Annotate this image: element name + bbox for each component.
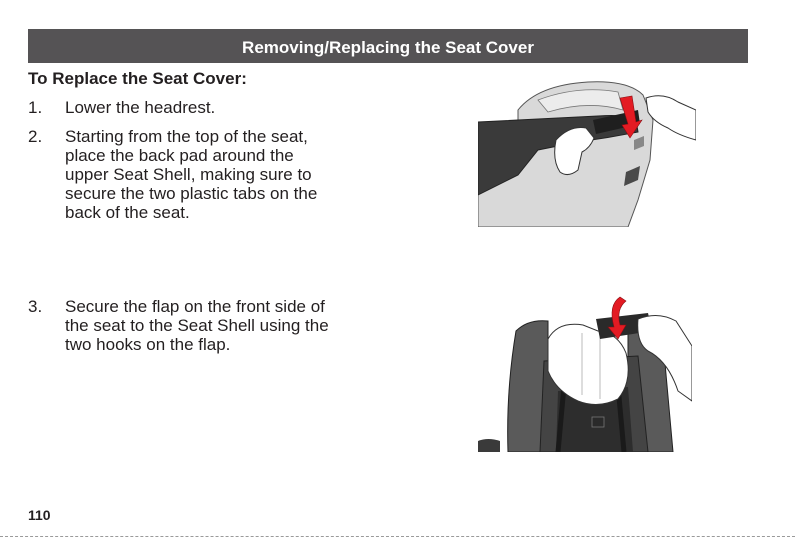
step-line: place the back pad around the bbox=[65, 146, 294, 165]
step-text bbox=[65, 127, 385, 222]
step-line: Lower the headrest. bbox=[65, 98, 216, 117]
step-line: secure the two plastic tabs on the bbox=[65, 184, 318, 203]
page-number: 110 bbox=[28, 507, 51, 523]
step-line: back of the seat. bbox=[65, 203, 190, 222]
step-line: Secure the flap on the front side of bbox=[65, 297, 325, 316]
page-header-title: Removing/Replacing the Seat Cover bbox=[242, 38, 534, 57]
step-line: Starting from the top of the seat, bbox=[65, 127, 308, 146]
footer-rule bbox=[0, 536, 795, 537]
section-title: To Replace the Seat Cover: bbox=[28, 69, 247, 88]
step-text bbox=[65, 98, 385, 117]
step-number: 1. bbox=[28, 98, 43, 117]
step-line: two hooks on the flap. bbox=[65, 335, 231, 354]
front-flap-illustration bbox=[478, 291, 692, 452]
step-number: 3. bbox=[28, 297, 43, 316]
step-line: the seat to the Seat Shell using the bbox=[65, 316, 329, 335]
step-number: 2. bbox=[28, 127, 43, 146]
back-pad-illustration bbox=[478, 80, 696, 227]
step-text bbox=[65, 297, 385, 354]
step-line: upper Seat Shell, making sure to bbox=[65, 165, 312, 184]
page-header-bar bbox=[28, 29, 748, 63]
